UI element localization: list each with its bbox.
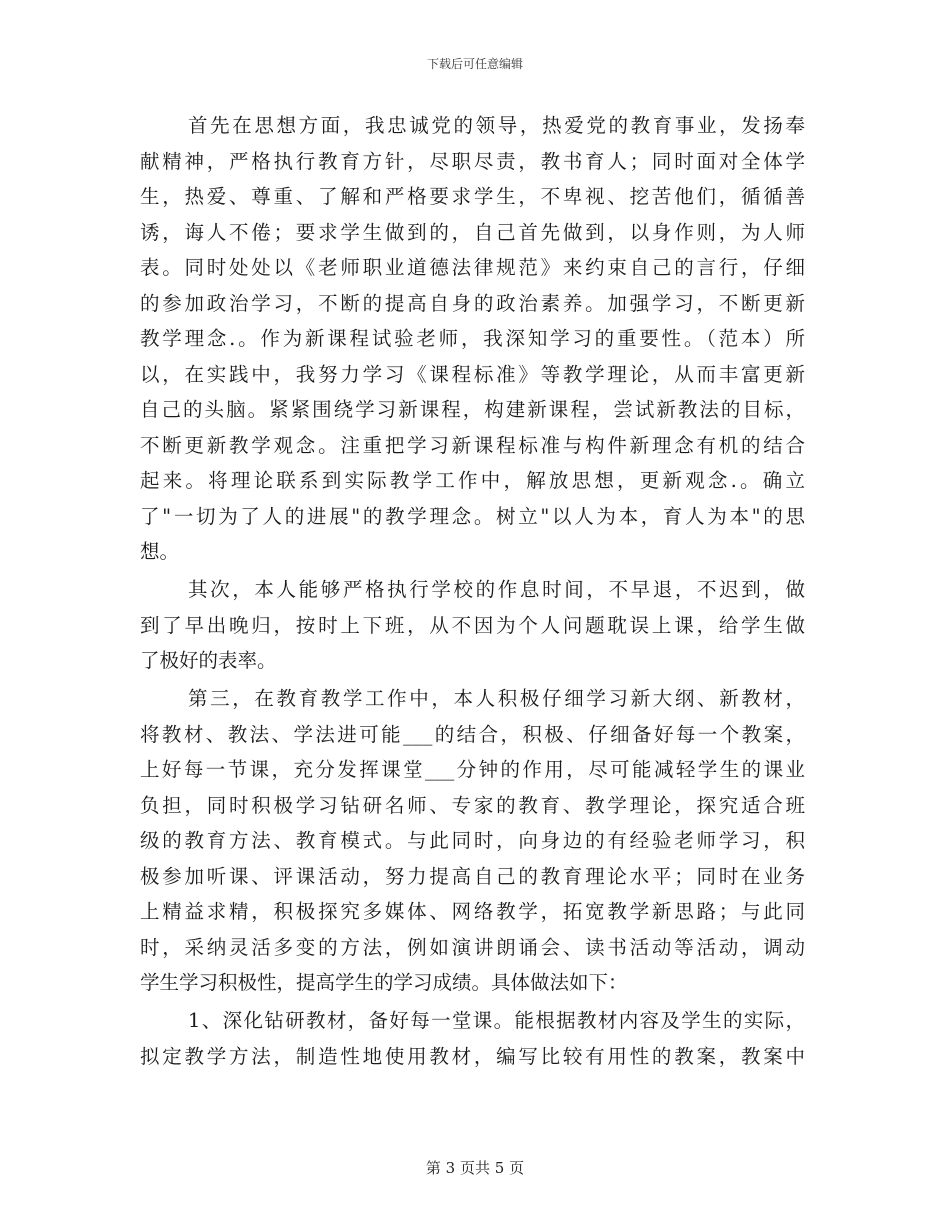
text-line: 起来。将理论联系到实际教学工作中，解放思想，更新观念.。确立 [140, 469, 805, 492]
text-line: 诱，诲人不倦；要求学生做到的，自己首先做到，以身作则，为人师 [140, 220, 805, 244]
text-line: 到了早出晚归，按时上下班，从不因为个人问题耽误上课，给学生做 [140, 613, 805, 637]
text-line: 不断更新教学观念。注重把学习新课程标准与构件新理念有机的结合 [140, 433, 805, 457]
paragraph-ideology [140, 108, 805, 570]
page-header: 下载后可任意编辑 [426, 57, 523, 71]
text-line: 学生学习积极性，提高学生的学习成绩。具体做法如下： [140, 971, 628, 994]
document-body [140, 108, 805, 1074]
text-line: 的参加政治学习，不断的提高自身的政治素养。加强学习，不断更新 [140, 291, 805, 315]
text-line: 其次，本人能够严格执行学校的作息时间，不早退，不迟到，做 [188, 578, 805, 601]
text-line: 自己的头脑。紧紧围绕学习新课程，构建新课程，尝试新教法的目标， [140, 398, 805, 421]
text-line: 拟定教学方法，制造性地使用教材，编写比较有用性的教案，教案中 [140, 1044, 805, 1068]
text-line: 以，在实践中，我努力学习《课程标准》等教学理论，从而丰富更新 [140, 362, 805, 386]
text-line: 第三，在教育教学工作中，本人积极仔细学习新大纲、新教材， [188, 687, 805, 710]
text-line: 极参加听课、评课活动，努力提高自己的教育理论水平；同时在业务 [140, 864, 805, 888]
text-line: 级的教育方法、教育模式。与此同时，向身边的有经验老师学习，积 [140, 829, 805, 852]
page-number: 第 3 页共 5 页 [425, 1159, 525, 1177]
paragraph-method-1 [140, 1003, 805, 1074]
text-line: 上好每一节课，充分发挥课堂___分钟的作用，尽可能减轻学生的课业 [140, 758, 805, 781]
text-line: 时，采纳灵活多变的方法，例如演讲朗诵会、读书活动等活动，调动 [140, 935, 805, 959]
text-line: 了极好的表率。 [140, 649, 277, 672]
text-line: 将教材、教法、学法进可能___的结合，积极、仔细备好每一个教案， [140, 722, 805, 746]
text-line: 献精神，严格执行教育方针，尽职尽责，教书育人；同时面对全体学 [140, 149, 805, 173]
paragraph-teaching [140, 681, 805, 1001]
paragraph-discipline [140, 572, 805, 679]
text-line: 生，热爱、尊重、了解和严格要求学生，不卑视、挖苦他们，循循善 [140, 185, 805, 208]
text-line: 1、深化钻研教材，备好每一堂课。能根据教材内容及学生的实际， [188, 1009, 805, 1032]
text-line: 负担，同时积极学习钻研名师、专家的教育、教学理论，探究适合班 [140, 793, 805, 817]
text-line: 首先在思想方面，我忠诚党的领导，热爱党的教育事业，发扬奉 [188, 114, 805, 137]
text-line: 表。同时处处以《老师职业道德法律规范》来约束自己的言行，仔细 [140, 256, 805, 279]
text-line: 了"一切为了人的进展"的教学理念。树立"以人为本，育人为本"的思 [140, 504, 805, 528]
text-line: 上精益求精，积极探究多媒体、网络教学，拓宽教学新思路；与此同 [140, 900, 805, 923]
text-line: 教学理念.。作为新课程试验老师，我深知学习的重要性。（范本）所 [140, 327, 805, 350]
text-line: 想。 [140, 540, 180, 563]
